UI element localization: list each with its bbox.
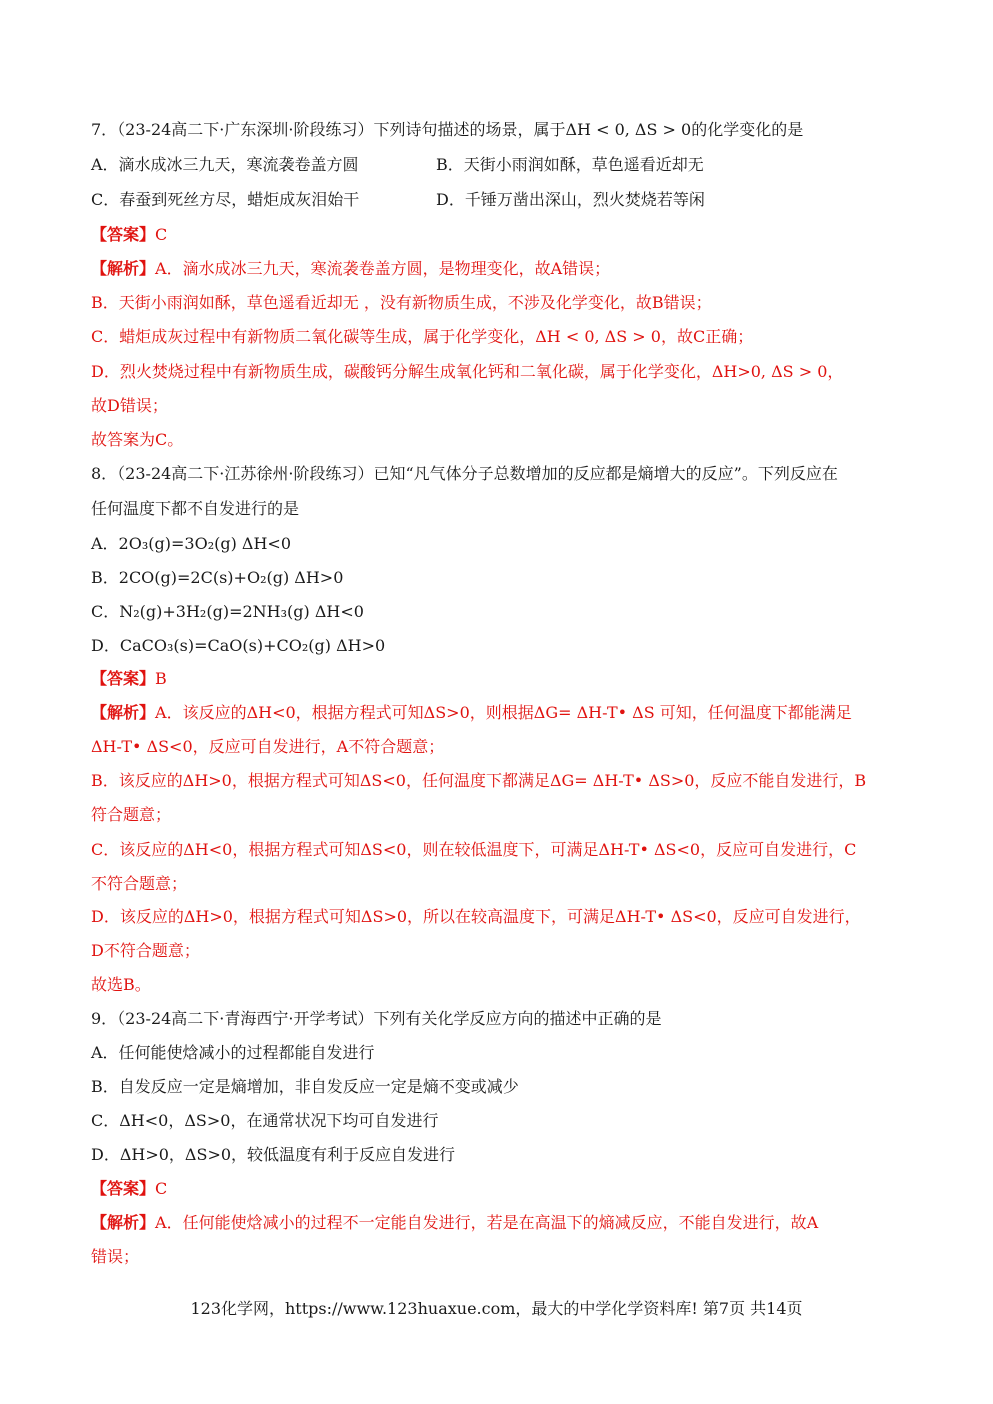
answer-value: C: [155, 225, 168, 244]
q9-analysis-2: 错误；: [91, 1247, 140, 1266]
q7-stem: 7．（23-24高二下·广东深圳·阶段练习）下列诗句描述的场景，属于ΔH < 0, ΔS > 0的化学变化的是: [91, 120, 804, 139]
q7-option-b: B．天街小雨润如酥，草色遥看近却无: [436, 155, 704, 174]
analysis-text: A．该反应的ΔH<0，根据方程式可知ΔS>0，则根据ΔG= ΔH-T• ΔS 可知，任何温度下都能满足: [155, 703, 852, 722]
q7-analysis-6: 故答案为C。: [91, 430, 184, 449]
q7-analysis-5: 故D错误；: [91, 396, 168, 415]
q8-stem-2: 任何温度下都不自发进行的是: [91, 499, 300, 518]
q9-option-a: A．任何能使焓减小的过程都能自发进行: [91, 1043, 375, 1062]
q8-option-c: C．N₂(g)+3H₂(g)=2NH₃(g) ΔH<0: [91, 602, 364, 621]
answer-tag: 【答案】: [91, 669, 156, 688]
q8-answer: [91, 667, 933, 691]
analysis-tag: 【解析】: [91, 703, 156, 722]
answer-value: C: [155, 1179, 168, 1198]
q7-options-row1: [91, 153, 933, 177]
answer-tag: 【答案】: [91, 225, 156, 244]
q8-analysis-2: ΔH-T• ΔS<0，反应可自发进行，A不符合题意；: [91, 737, 445, 756]
q9-option-c: C．ΔH<0，ΔS>0，在通常状况下均可自发进行: [91, 1111, 439, 1130]
analysis-text: A．滴水成冰三九天，寒流袭卷盖方圆，是物理变化，故A错误；: [155, 259, 611, 278]
q8-option-a: A．2O₃(g)=3O₂(g) ΔH<0: [91, 534, 292, 553]
q8-option-b: B．2CO(g)=2C(s)+O₂(g) ΔH>0: [91, 568, 344, 587]
q7-option-a: A．滴水成冰三九天，寒流袭卷盖方圆: [91, 155, 359, 174]
q7-analysis-3: C．蜡炬成灰过程中有新物质二氧化碳等生成，属于化学变化，ΔH < 0, ΔS > 0，故C正确；: [91, 327, 754, 346]
q7-analysis-2: B．天街小雨润如酥，草色遥看近却无 ，没有新物质生成，不涉及化学变化，故B错误；: [91, 293, 712, 312]
q9-option-d: D．ΔH>0，ΔS>0，较低温度有利于反应自发进行: [91, 1145, 456, 1164]
q8-analysis-8: D不符合题意；: [91, 941, 200, 960]
q7-analysis-1: [91, 257, 933, 281]
q7-answer: [91, 223, 933, 247]
q9-answer: [91, 1177, 933, 1201]
q7-analysis-4: D．烈火焚烧过程中有新物质生成，碳酸钙分解生成氧化钙和二氧化碳，属于化学变化，ΔH>0, ΔS > 0，: [91, 362, 844, 381]
q8-analysis-4: 符合题意；: [91, 805, 172, 824]
q9-option-b: B．自发反应一定是熵增加，非自发反应一定是熵不变或减少: [91, 1077, 519, 1096]
page-footer: 123化学网，https://www.123huaxue.com，最大的中学化学资料库! 第7页 共14页: [190, 1299, 803, 1318]
answer-tag: 【答案】: [91, 1179, 156, 1198]
q7-options-row2: [91, 188, 933, 212]
q7-option-d: D．千锤万凿出深山，烈火焚烧若等闲: [436, 190, 705, 209]
analysis-tag: 【解析】: [91, 259, 156, 278]
q8-analysis-3: B．该反应的ΔH>0，根据方程式可知ΔS<0，任何温度下都满足ΔG= ΔH-T• ΔS>0，反应不能自发进行，B: [91, 771, 867, 790]
q9-stem: 9．（23-24高二下·青海西宁·开学考试）下列有关化学反应方向的描述中正确的是: [91, 1009, 662, 1028]
q8-option-d: D．CaCO₃(s)=CaO(s)+CO₂(g) ΔH>0: [91, 636, 386, 655]
q9-analysis-1: [91, 1211, 933, 1235]
q8-analysis-6: 不符合题意；: [91, 874, 188, 893]
q7-option-c: C．春蚕到死丝方尽，蜡炬成灰泪始干: [91, 190, 360, 209]
analysis-text: A．任何能使焓减小的过程不一定能自发进行，若是在高温下的熵减反应，不能自发进行，故A: [155, 1213, 819, 1232]
q8-analysis-1: [91, 701, 933, 725]
analysis-tag: 【解析】: [91, 1213, 156, 1232]
q8-analysis-5: C．该反应的ΔH<0，根据方程式可知ΔS<0，则在较低温度下，可满足ΔH-T• ΔS<0，反应可自发进行，C: [91, 840, 857, 859]
q8-stem-1: 8．（23-24高二下·江苏徐州·阶段练习）已知“凡气体分子总数增加的反应都是熵增大的反应”。下列反应在: [91, 464, 838, 483]
q8-analysis-7: D．该反应的ΔH>0，根据方程式可知ΔS>0，所以在较高温度下，可满足ΔH-T• ΔS<0，反应可自发进行，: [91, 907, 861, 926]
answer-value: B: [155, 669, 167, 688]
q8-analysis-9: 故选B。: [91, 975, 151, 994]
